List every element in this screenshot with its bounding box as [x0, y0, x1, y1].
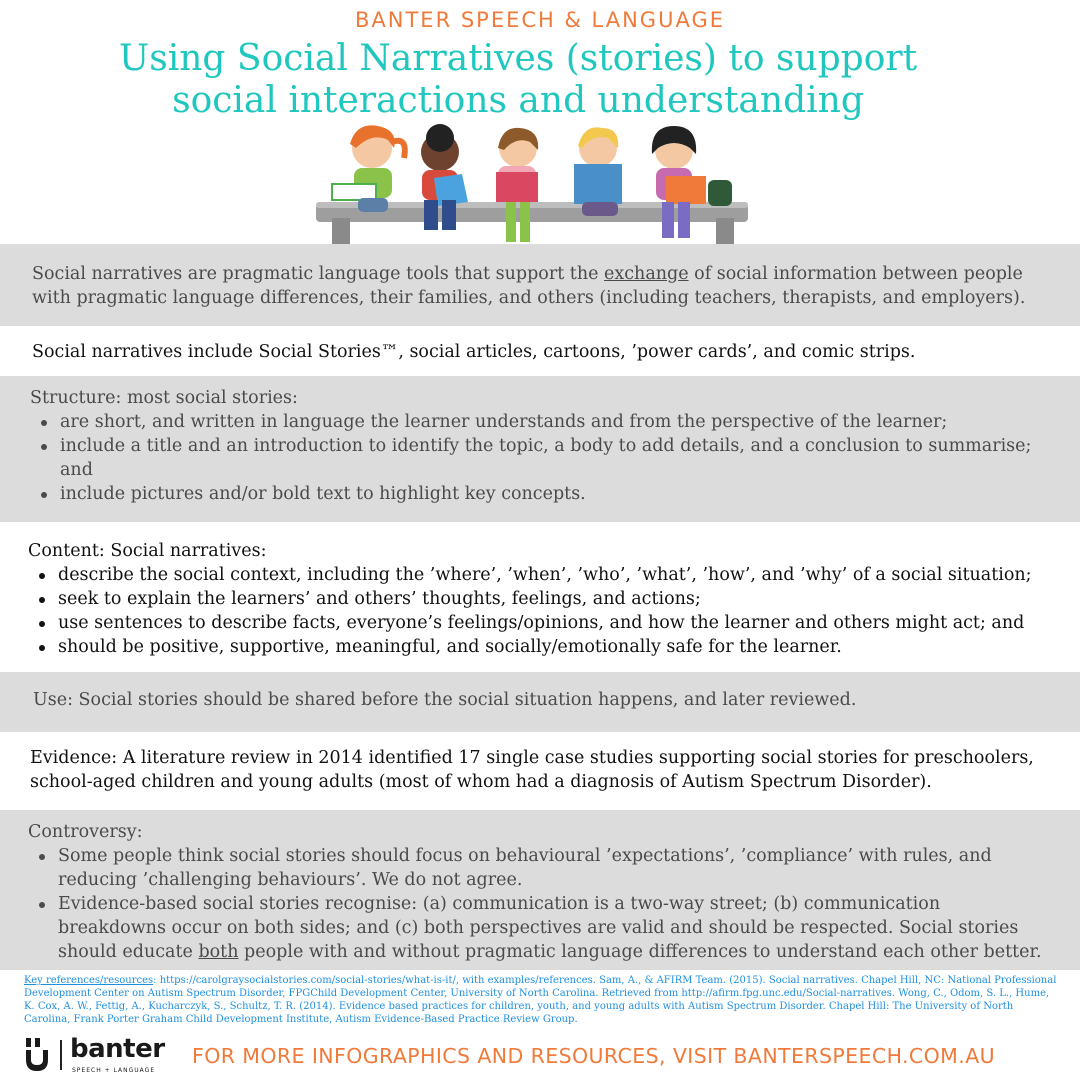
types-text: Social narratives include Social Stories™, social articles, cartoons, ’power cards’, and comic strips. — [32, 342, 916, 362]
list-item: should be positive, supportive, meaningful, and socially/emotionally safe for the learner. — [28, 635, 1052, 659]
structure-heading: Structure: most social stories: — [30, 388, 298, 408]
use-text: Use: Social stories should be shared before the social situation happens, and later reviewed. — [33, 690, 857, 710]
controversy-section — [0, 810, 1080, 970]
banter-logo-icon — [24, 1038, 50, 1072]
intro-text: Social narratives are pragmatic language tools that support the exchange of social information between people with pragmatic language differences, their families, and others (including teachers, therapists, and employers). — [32, 264, 1026, 308]
emphasis-exchange: exchange — [604, 264, 689, 284]
list-item: include a title and an introduction to identify the topic, a body to add details, and a conclusion to summarise; and — [30, 434, 1050, 482]
list-item: Some people think social stories should focus on behavioural ’expectations’, ’compliance’ with rules, and reducing ’challenging behaviours’. We do not agree. — [28, 844, 1052, 892]
list-item: Evidence-based social stories recognise: (a) communication is a two-way street; (b) communication breakdowns occur on both sides; and (c) both perspectives are valid and should be respected. Social stories should educate both people with and without pragmatic language differences to understand each other better. — [28, 892, 1052, 964]
title-line-2: social interactions and understanding — [172, 80, 864, 121]
list-item: describe the social context, including the ’where’, ’when’, ’who’, ’what’, ’how’, and ’why’ of a social situation; — [28, 563, 1052, 587]
banter-logo-wordmark: banter — [70, 1034, 165, 1064]
evidence-section — [0, 732, 1080, 810]
brand-heading: BANTER SPEECH & LANGUAGE — [355, 8, 725, 32]
content-section — [0, 522, 1080, 672]
intro-section — [0, 244, 1080, 326]
list-item: include pictures and/or bold text to highlight key concepts. — [30, 482, 1050, 506]
footer — [0, 1034, 1080, 1080]
evidence-text: Evidence: A literature review in 2014 identified 17 single case studies supporting social stories for preschoolers, school-aged children and young adults (most of whom had a diagnosis of Autism Spectrum Disorder). — [30, 748, 1034, 792]
content-heading: Content: Social narratives: — [28, 541, 267, 561]
references-label[interactable]: Key references/resources — [24, 975, 154, 986]
banter-logo-tagline: SPEECH + LANGUAGE — [72, 1067, 156, 1074]
references-text: : https://carolgraysocialstories.com/social-stories/what-is-it/, with examples/references. Sam, A., & AFIRM Team. (2015). Social narratives. Chapel Hill, NC: National Professional Development Center on Autism Spectrum Disorder, FPGChild Development Center, University of North Carolina. Retrieved from http://afirm.fpg.unc.edu/Social-narratives. Wong, C., Odom, S. L., Hume, K. Cox, A. W., Fettig, A., Kucharczyk, S., Schultz, T. R. (2014). Evidence based practices for children, youth, and young adults with Autism Spectrum Disorder. Chapel Hill: The University of North Carolina, Frank Porter Graham Child Development Institute, Autism Evidence-Based Practice Review Group. — [24, 975, 1057, 1025]
structure-list — [30, 410, 1050, 506]
title-line-1: Using Social Narratives (stories) to support — [118, 38, 918, 79]
controversy-heading: Controversy: — [28, 822, 143, 842]
controversy-list — [28, 844, 1052, 964]
list-item: are short, and written in language the learner understands and from the perspective of the learner; — [30, 410, 1050, 434]
structure-section — [0, 376, 1080, 522]
content-list — [28, 563, 1052, 659]
references — [24, 974, 1060, 1026]
list-item: seek to explain the learners’ and others’ thoughts, feelings, and actions; — [28, 587, 1052, 611]
types-section — [0, 326, 1080, 376]
logo-divider — [60, 1040, 62, 1070]
page-title — [0, 38, 1036, 122]
use-section — [0, 672, 1080, 732]
emphasis-both: both — [198, 942, 239, 962]
list-item: use sentences to describe facts, everyone’s feelings/opinions, and how the learner and others might act; and — [28, 611, 1052, 635]
website-call-to-action[interactable]: FOR MORE INFOGRAPHICS AND RESOURCES, VISIT BANTERSPEECH.COM.AU — [192, 1044, 996, 1068]
